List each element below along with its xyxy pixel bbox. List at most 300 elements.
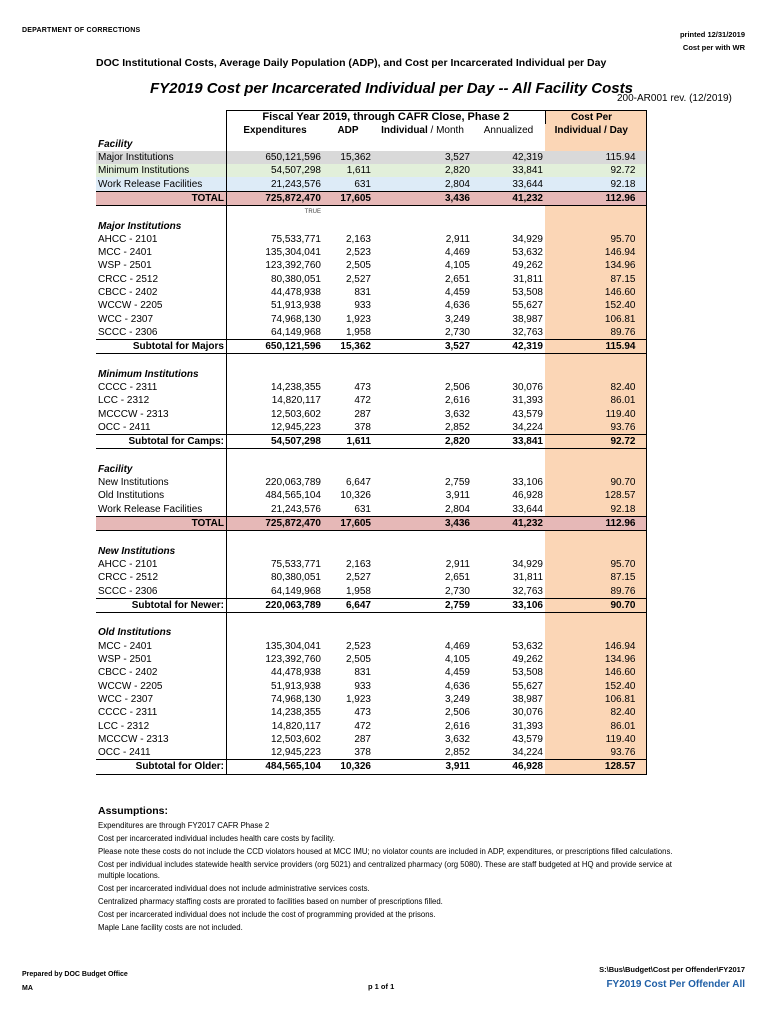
empty-cell — [227, 138, 324, 151]
annualized-value: 49,262 — [512, 260, 543, 272]
per-month-value: 4,636 — [444, 680, 470, 692]
table-row — [96, 326, 646, 340]
table-row — [96, 394, 646, 407]
table-row — [96, 408, 646, 421]
adp-value: 15,362 — [323, 340, 373, 354]
expenditures-value: 123,392,760 — [227, 259, 324, 272]
expenditures-value: 80,380,051 — [227, 273, 324, 286]
adp-value: 472 — [354, 395, 371, 407]
per-month-value: 2,820 — [373, 435, 472, 449]
facility2-section-label-row — [96, 463, 646, 476]
facility-name: MCC - 2401 — [98, 640, 152, 652]
facility-name: CBCC - 2402 — [98, 667, 158, 679]
table-row — [96, 476, 646, 489]
expenditures-value: 44,478,938 — [227, 286, 324, 299]
annualized-value: 43,579 — [512, 408, 543, 420]
facility-name: Subtotal for Newer: — [96, 598, 227, 612]
expenditures-value: 220,063,789 — [227, 476, 324, 489]
table-row — [96, 666, 646, 679]
subtotal-newer-row — [96, 598, 646, 612]
expenditures-value: 14,238,355 — [227, 381, 324, 394]
empty-cell — [323, 463, 373, 476]
per-month-value: 2,506 — [444, 707, 470, 719]
page-number: p 1 of 1 — [368, 982, 395, 991]
assumptions-section — [98, 806, 688, 935]
empty-cell — [545, 206, 646, 220]
old-section-label-row — [96, 626, 646, 639]
per-day-value: 90.70 — [545, 476, 646, 489]
per-day-value: 92.72 — [545, 435, 646, 449]
expenditures-value: 12,945,223 — [227, 746, 324, 760]
per-month-value: 3,436 — [373, 516, 472, 530]
col-month — [373, 124, 472, 137]
empty-cell — [373, 206, 472, 220]
assumption-item: Cost per individual includes statewide health service providers (org 5021) and centralized pharmacy (org 5080). These are staff budgeted at HQ and provide service at multiple locations. — [98, 860, 672, 880]
per-month-value: 2,759 — [373, 598, 472, 612]
facility-name: AHCC - 2101 — [98, 233, 158, 245]
total-row — [96, 191, 646, 205]
per-month-value: 2,730 — [444, 585, 470, 597]
per-month-value: 2,616 — [444, 720, 470, 732]
expenditures-value: 54,507,298 — [227, 164, 324, 177]
empty-cell — [323, 612, 373, 626]
per-day-value: 87.15 — [545, 273, 646, 286]
per-day-value: 93.76 — [545, 746, 646, 760]
adp-value: 2,505 — [345, 260, 371, 272]
minimums-section-label-row — [96, 368, 646, 381]
empty-cell — [472, 626, 545, 639]
per-day-value: 146.60 — [545, 666, 646, 679]
adp-value: 378 — [354, 747, 371, 759]
adp-value: 1,958 — [345, 326, 371, 338]
per-day-value: 93.76 — [545, 421, 646, 435]
printed-date: printed 12/31/2019 — [679, 30, 745, 39]
facility-name: Subtotal for Camps: — [96, 435, 227, 449]
annualized-value: 31,393 — [512, 720, 543, 732]
facility-name: CRCC - 2512 — [98, 572, 159, 584]
annualized-value: 33,841 — [472, 164, 545, 177]
expenditures-value: 650,121,596 — [227, 340, 324, 354]
adp-value: 1,923 — [345, 693, 371, 705]
adp-value: 933 — [354, 300, 371, 312]
table-row — [96, 679, 646, 692]
per-day-value: 86.01 — [545, 394, 646, 407]
subtotal-camps-row — [96, 435, 646, 449]
empty-cell — [323, 545, 373, 558]
adp-value: 2,505 — [345, 654, 371, 666]
subtotal-majors-row — [96, 340, 646, 354]
empty-cell — [373, 368, 472, 381]
empty-cell — [323, 206, 373, 220]
facility-name: WCCW - 2205 — [98, 300, 163, 312]
per-month-value: 4,459 — [444, 667, 470, 679]
per-day-value: 134.96 — [545, 653, 646, 666]
empty-cell — [227, 531, 324, 545]
table-row — [96, 233, 646, 246]
per-day-value: 106.81 — [545, 312, 646, 325]
per-day-value: 146.60 — [545, 286, 646, 299]
per-day-value: 134.96 — [545, 259, 646, 272]
empty-cell — [227, 368, 324, 381]
expenditures-value: 51,913,938 — [227, 299, 324, 312]
expenditures-value: 220,063,789 — [227, 598, 324, 612]
adp-value: 6,647 — [345, 477, 371, 489]
adp-value: 15,362 — [323, 151, 373, 164]
empty-cell — [96, 354, 227, 368]
assumption-item: Centralized pharmacy staffing costs are prorated to facilities based on number of prescriptions filled. — [98, 897, 443, 906]
annualized-value: 34,929 — [512, 558, 543, 570]
adp-value: 378 — [354, 421, 371, 433]
file-path: S:\Bus\Budget\Cost per Offender\FY2017 — [599, 965, 745, 974]
annualized-value: 31,811 — [513, 273, 543, 285]
spacer-row — [96, 612, 646, 626]
empty-cell — [472, 206, 545, 220]
facility-name: MCCCW - 2313 — [98, 408, 169, 420]
col-per-day: Individual / Day — [545, 124, 646, 137]
table-row — [96, 421, 646, 435]
expenditures-value: 64,149,968 — [227, 584, 324, 598]
facility-name: WCCW - 2205 — [98, 680, 163, 692]
empty-cell — [472, 354, 545, 368]
annualized-value: 32,763 — [512, 326, 543, 338]
facility-name: LCC - 2312 — [98, 720, 150, 732]
table-row — [96, 640, 646, 653]
adp-value: 1,611 — [323, 435, 373, 449]
annualized-value: 55,627 — [512, 680, 543, 692]
adp-value: 631 — [323, 177, 373, 191]
empty-cell — [227, 545, 324, 558]
table-row — [96, 273, 646, 286]
empty-cell — [227, 612, 324, 626]
spacer-row — [96, 354, 646, 368]
per-month-value: 2,911 — [445, 233, 470, 245]
empty-cell — [227, 354, 324, 368]
annualized-value: 33,644 — [512, 503, 543, 515]
facility-name: TOTAL — [96, 191, 227, 205]
per-day-value: 82.40 — [545, 706, 646, 719]
facility-name: OCC - 2411 — [98, 421, 151, 433]
table-row — [96, 746, 646, 760]
table-row — [96, 719, 646, 732]
per-month-value: 3,911 — [373, 760, 472, 774]
adp-value: 6,647 — [323, 598, 373, 612]
annualized-value: 53,508 — [512, 667, 543, 679]
annualized-value: 30,076 — [512, 382, 543, 394]
annualized-value: 30,076 — [512, 707, 543, 719]
col-adp: ADP — [337, 125, 359, 137]
facility-name: CCCC - 2311 — [98, 382, 158, 394]
per-month-value: 2,852 — [444, 421, 470, 433]
empty-cell — [227, 626, 324, 639]
adp-value: 831 — [354, 287, 371, 298]
expenditures-value: 12,503,602 — [227, 733, 324, 746]
empty-cell — [545, 545, 646, 558]
expenditures-value: 484,565,104 — [227, 489, 324, 502]
facility-section-label-row — [96, 138, 646, 151]
table-row — [96, 733, 646, 746]
table-row — [96, 259, 646, 272]
empty-cell — [373, 219, 472, 232]
per-day-value: 115.94 — [545, 340, 646, 354]
annualized-value: 41,232 — [472, 516, 545, 530]
expenditures-value: 725,872,470 — [227, 516, 324, 530]
adp-value: 2,523 — [345, 247, 371, 259]
per-day-value: 92.18 — [545, 177, 646, 191]
annualized-value: 46,928 — [472, 760, 545, 774]
adp-value: 17,605 — [323, 191, 373, 205]
per-month-value: 4,636 — [444, 300, 470, 312]
empty-cell — [472, 219, 545, 232]
old-section-label: Old Institutions — [98, 627, 172, 639]
per-day-value: 82.40 — [545, 381, 646, 394]
adp-value: 2,527 — [345, 273, 371, 285]
annualized-value: 31,811 — [513, 572, 543, 584]
department-label: DEPARTMENT OF CORRECTIONS — [22, 27, 141, 34]
empty-cell — [472, 531, 545, 545]
true-marker: TRUE — [227, 206, 324, 220]
per-day-value: 106.81 — [545, 693, 646, 706]
col-expenditures: Expenditures — [227, 124, 324, 137]
empty-cell — [545, 449, 646, 463]
expenditures-value: 12,945,223 — [227, 421, 324, 435]
annualized-value: 33,106 — [472, 598, 545, 612]
subtotal-older-row — [96, 760, 646, 774]
empty-cell — [472, 463, 545, 476]
facility-name: CRCC - 2512 — [98, 273, 159, 285]
empty-cell — [545, 531, 646, 545]
table-row — [96, 558, 646, 571]
adp-value: 2,527 — [345, 572, 371, 584]
facility-name: WCC - 2307 — [98, 693, 154, 705]
per-month-value: 2,852 — [444, 747, 470, 759]
annualized-value: 31,393 — [512, 395, 543, 407]
empty-cell — [96, 449, 227, 463]
expenditures-value: 64,149,968 — [227, 326, 324, 340]
spacer-row — [96, 449, 646, 463]
per-month-value: 3,249 — [444, 313, 470, 325]
per-day-value: 146.94 — [545, 640, 646, 653]
expenditures-value: 74,968,130 — [227, 693, 324, 706]
annualized-value: 34,929 — [512, 233, 543, 245]
annualized-value: 41,232 — [472, 191, 545, 205]
per-month-value: 2,730 — [444, 326, 470, 338]
annualized-value: 34,224 — [512, 747, 543, 759]
adp-value: 10,326 — [340, 490, 371, 502]
annualized-value: 33,841 — [472, 435, 545, 449]
table-row — [96, 286, 646, 299]
per-day-value: 89.76 — [545, 584, 646, 598]
empty-cell — [323, 368, 373, 381]
empty-cell — [545, 463, 646, 476]
annualized-value: 42,319 — [472, 151, 545, 164]
table-row — [96, 381, 646, 394]
minimums-section-label: Minimum Institutions — [98, 368, 199, 380]
empty-cell — [323, 626, 373, 639]
empty-cell — [373, 545, 472, 558]
empty-cell — [373, 612, 472, 626]
per-day-value: 92.18 — [545, 503, 646, 517]
new-section-label: New Institutions — [98, 545, 176, 557]
expenditures-value: 21,243,576 — [227, 177, 324, 191]
empty-cell — [472, 612, 545, 626]
per-month-value: 3,527 — [373, 340, 472, 354]
facility-name: New Institutions — [98, 477, 169, 489]
report-title: FY2019 Cost per Incarcerated Individual per Day -- All Facility Costs — [150, 80, 633, 97]
annualized-value: 53,632 — [512, 640, 543, 652]
adp-value: 473 — [354, 382, 371, 394]
per-month-value: 4,459 — [444, 287, 470, 298]
per-month-value: 4,105 — [444, 654, 470, 666]
annualized-value: 49,262 — [512, 654, 543, 666]
per-day-value: 112.96 — [545, 191, 646, 205]
per-day-value: 128.57 — [545, 489, 646, 502]
adp-value: 1,923 — [345, 313, 371, 325]
empty-cell — [545, 138, 646, 151]
per-day-value: 146.94 — [545, 246, 646, 259]
expenditures-value: 51,913,938 — [227, 679, 324, 692]
annualized-value: 38,987 — [512, 313, 543, 325]
empty-cell — [545, 354, 646, 368]
per-day-value: 90.70 — [545, 598, 646, 612]
facility-name: MCC - 2401 — [98, 247, 152, 259]
annualized-value: 43,579 — [512, 733, 543, 745]
empty-cell — [472, 545, 545, 558]
facility-name: WSP - 2501 — [98, 654, 152, 666]
summary-row — [96, 151, 646, 164]
per-day-value: 128.57 — [545, 760, 646, 774]
expenditures-value: 54,507,298 — [227, 435, 324, 449]
expenditures-value: 650,121,596 — [227, 151, 324, 164]
per-month-value: 3,632 — [444, 733, 470, 745]
expenditures-value: 725,872,470 — [227, 191, 324, 205]
footer-title: FY2019 Cost Per Offender All — [606, 979, 745, 990]
per-day-value: 95.70 — [545, 233, 646, 246]
expenditures-value: 74,968,130 — [227, 312, 324, 325]
expenditures-value: 75,533,771 — [227, 558, 324, 571]
per-day-value: 86.01 — [545, 719, 646, 732]
per-month-value: 2,911 — [445, 558, 470, 570]
adp-value: 933 — [354, 680, 371, 692]
per-day-value: 87.15 — [545, 571, 646, 584]
annualized-value: 55,627 — [512, 300, 543, 312]
assumption-item: Please note these costs do not include the CCD violators housed at MCC IMU; no violator counts are included in ADP, expenditures, or prescriptions filled calculations. — [98, 847, 673, 856]
fiscal-year-header: Fiscal Year 2019, through CAFR Close, Phase 2 — [227, 111, 546, 125]
per-day-value: 92.72 — [545, 164, 646, 177]
per-month-value: 2,820 — [373, 164, 472, 177]
per-day-value: 115.94 — [545, 151, 646, 164]
facility-name: AHCC - 2101 — [98, 558, 158, 570]
per-day-value: 112.96 — [545, 516, 646, 530]
adp-value: 287 — [354, 733, 371, 745]
table-row — [96, 312, 646, 325]
table-row — [96, 584, 646, 598]
adp-value: 2,163 — [345, 558, 371, 570]
col-annualized: Annualized — [483, 125, 534, 137]
cost-per-header: Cost Per — [545, 111, 646, 125]
assumption-item: Expenditures are through FY2017 CAFR Phase 2 — [98, 821, 270, 830]
facility-name: Subtotal for Older: — [96, 760, 227, 774]
facility-name: CCCC - 2311 — [98, 707, 158, 719]
table-row — [96, 706, 646, 719]
facility-name: Work Release Facilities — [96, 177, 227, 191]
table-row — [96, 246, 646, 259]
adp-value: 2,163 — [345, 233, 371, 245]
empty-cell — [545, 626, 646, 639]
total2-row — [96, 516, 646, 530]
empty-cell — [545, 612, 646, 626]
facility-name: Old Institutions — [98, 490, 165, 502]
per-month-value: 3,911 — [445, 490, 470, 502]
prepared-by: Prepared by DOC Budget Office — [22, 971, 128, 978]
table-row — [96, 503, 646, 517]
spacer-row — [96, 531, 646, 545]
empty-cell — [373, 449, 472, 463]
empty-cell — [227, 219, 324, 232]
empty-cell — [323, 449, 373, 463]
adp-value: 2,523 — [345, 640, 371, 652]
assumption-item: Cost per incarcerated individual does not include administrative services costs. — [98, 884, 370, 893]
expenditures-value: 135,304,041 — [227, 246, 324, 259]
empty-cell — [227, 449, 324, 463]
majors-section-label-row — [96, 219, 646, 232]
empty-cell — [227, 463, 324, 476]
per-day-value: 152.40 — [545, 299, 646, 312]
table-row — [96, 693, 646, 706]
per-month-value: 4,105 — [444, 260, 470, 272]
adp-value: 472 — [354, 720, 371, 732]
empty-cell — [545, 219, 646, 232]
table-row — [96, 299, 646, 312]
annualized-value: 38,987 — [512, 693, 543, 705]
assumption-item: Maple Lane facility costs are not included. — [98, 923, 243, 932]
cost-table — [96, 110, 647, 775]
per-month-value: 3,632 — [444, 408, 470, 420]
empty-cell — [373, 531, 472, 545]
expenditures-value: 14,238,355 — [227, 706, 324, 719]
facility-name: Major Institutions — [96, 151, 227, 164]
annualized-value: 53,508 — [512, 287, 543, 298]
per-month-value: 2,804 — [373, 177, 472, 191]
per-month-value: 3,249 — [444, 693, 470, 705]
per-month-value: 3,527 — [373, 151, 472, 164]
per-month-value: 2,651 — [444, 273, 470, 285]
assumption-item: Cost per incarcerated individual does not include the cost of programming provided at the prisons. — [98, 910, 436, 919]
report-subtitle: DOC Institutional Costs, Average Daily Population (ADP), and Cost per Incarcerated Individual per Day — [96, 57, 607, 69]
annualized-value: 33,106 — [512, 477, 543, 489]
adp-value: 473 — [354, 707, 371, 719]
prepared-by-block — [22, 968, 128, 996]
empty-cell — [96, 206, 227, 220]
facility2-section-label: Facility — [98, 463, 133, 475]
adp-value: 1,611 — [323, 164, 373, 177]
empty-cell — [373, 463, 472, 476]
facility-section-label: Facility — [98, 138, 133, 150]
new-section-label-row — [96, 545, 646, 558]
adp-value: 1,958 — [345, 585, 371, 597]
preparer-initials: MA — [22, 985, 33, 992]
majors-section-label: Major Institutions — [98, 220, 182, 232]
facility-name: Subtotal for Majors — [96, 340, 227, 354]
col-month-b: / Month — [430, 125, 464, 137]
facility-name: WSP - 2501 — [98, 260, 152, 272]
empty-cell — [472, 449, 545, 463]
col-month-a: Individual — [381, 125, 428, 137]
per-month-value: 2,804 — [444, 503, 470, 515]
table-row — [96, 571, 646, 584]
expenditures-value: 484,565,104 — [227, 760, 324, 774]
per-month-value: 2,651 — [444, 572, 470, 584]
facility-name: TOTAL — [96, 516, 227, 530]
